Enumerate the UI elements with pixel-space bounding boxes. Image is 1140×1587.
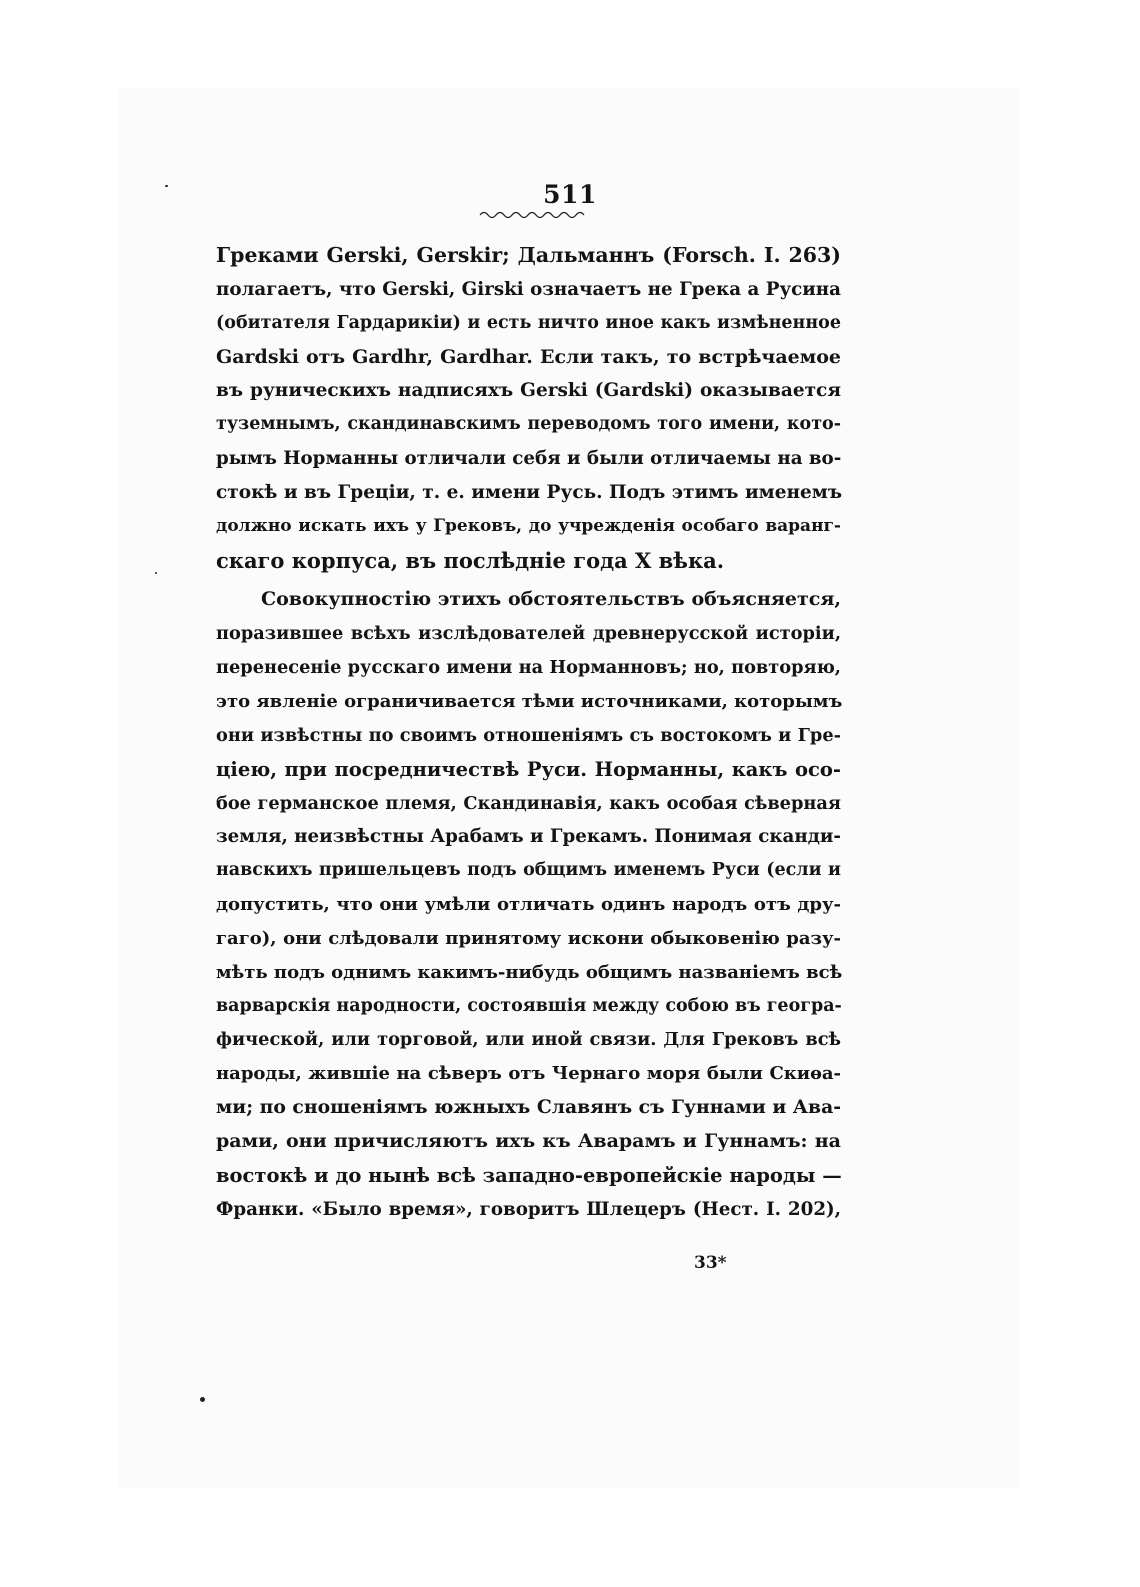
text-line: они извѣстны по своимъ отношеніямъ съ востокомъ и Гре- [216, 724, 841, 746]
text-line: должно искать ихъ у Грековъ, до учрежденія особаго варанг- [216, 515, 841, 536]
page-number: 511 [543, 180, 597, 209]
text-line: Франки. «Было время», говоритъ Шлецеръ (Нест. I. 202), [216, 1198, 841, 1220]
text-line: рами, они причисляютъ ихъ къ Аварамъ и Гуннамъ: на [216, 1129, 841, 1152]
text-line: ціею, при посредничествѣ Руси. Норманны, какъ осо- [216, 757, 841, 781]
text-line: допустить, что они умѣли отличать одинъ народъ отъ дру- [216, 894, 841, 916]
text-line: въ руническихъ надписяхъ Gerski (Gardski) оказывается [216, 380, 841, 402]
text-line: Совокупностію этихъ обстоятельствъ объясняется, [261, 588, 841, 611]
scan-speck [200, 1397, 205, 1402]
paragraph-1 [216, 239, 841, 577]
paragraph-2 [216, 583, 841, 1226]
text-line: народы, жившіе на сѣверъ отъ Чернаго моря были Скиѳа- [216, 1063, 841, 1085]
text-line: ми; по сношеніямъ южныхъ Славянъ съ Гуннами и Ава- [216, 1096, 841, 1119]
text-line: земля, неизвѣстны Арабамъ и Грекамъ. Понимая сканди- [216, 826, 841, 848]
scan-speck [155, 572, 157, 574]
text-line: гаго), они слѣдовали принятому искони обыковенію разу- [216, 927, 841, 949]
text-line: навскихъ пришельцевъ подъ общимъ именемъ Руси (если и [216, 860, 841, 881]
text-line: мѣть подъ однимъ какимъ-нибудь общимъ названіемъ всѣ [216, 961, 843, 983]
text-line: (обитателя Гардарикіи) и есть ничто иное какъ измѣненное [216, 312, 841, 333]
text-line: варварскія народности, состоявшія между собою въ геогра- [216, 995, 842, 1016]
text-line: стокѣ и въ Греціи, т. е. имени Русь. Подъ этимъ именемъ [216, 481, 843, 503]
text-line: фической, или торговой, или иной связи. Для Грековъ всѣ [216, 1029, 841, 1051]
signature-mark: 33* [694, 1253, 727, 1273]
text-line: Греками Gerski, Gerskir; Дальманнъ (Forsch. I. 263) [216, 243, 841, 267]
text-line: полагаетъ, что Gerski, Girski означаетъ не Грека а Русина [216, 278, 841, 300]
scan-speck [165, 185, 168, 187]
body-text [216, 239, 841, 1226]
text-line: поразившее всѣхъ изслѣдователей древнерусской исторіи, [216, 623, 841, 645]
text-line: это явленіе ограничивается тѣми источниками, которымъ [216, 690, 843, 712]
text-line: перенесеніе русскаго имени на Норманновъ; но, повторяю, [216, 657, 841, 679]
text-line: скаго корпуса, въ послѣдніе года X вѣка. [216, 547, 725, 573]
text-line: востокѣ и до нынѣ всѣ западно-европейскіе народы — [216, 1163, 842, 1187]
header-flourish [478, 210, 588, 220]
text-line: туземнымъ, скандинавскимъ переводомъ того имени, кото- [216, 414, 841, 435]
text-line: Gardski отъ Gardhr, Gardhar. Если такъ, то встрѣчаемое [216, 345, 841, 368]
text-line: рымъ Норманны отличали себя и были отличаемы на во- [216, 448, 842, 470]
text-line: бое германское племя, Скандинавія, какъ особая сѣверная [216, 792, 841, 814]
